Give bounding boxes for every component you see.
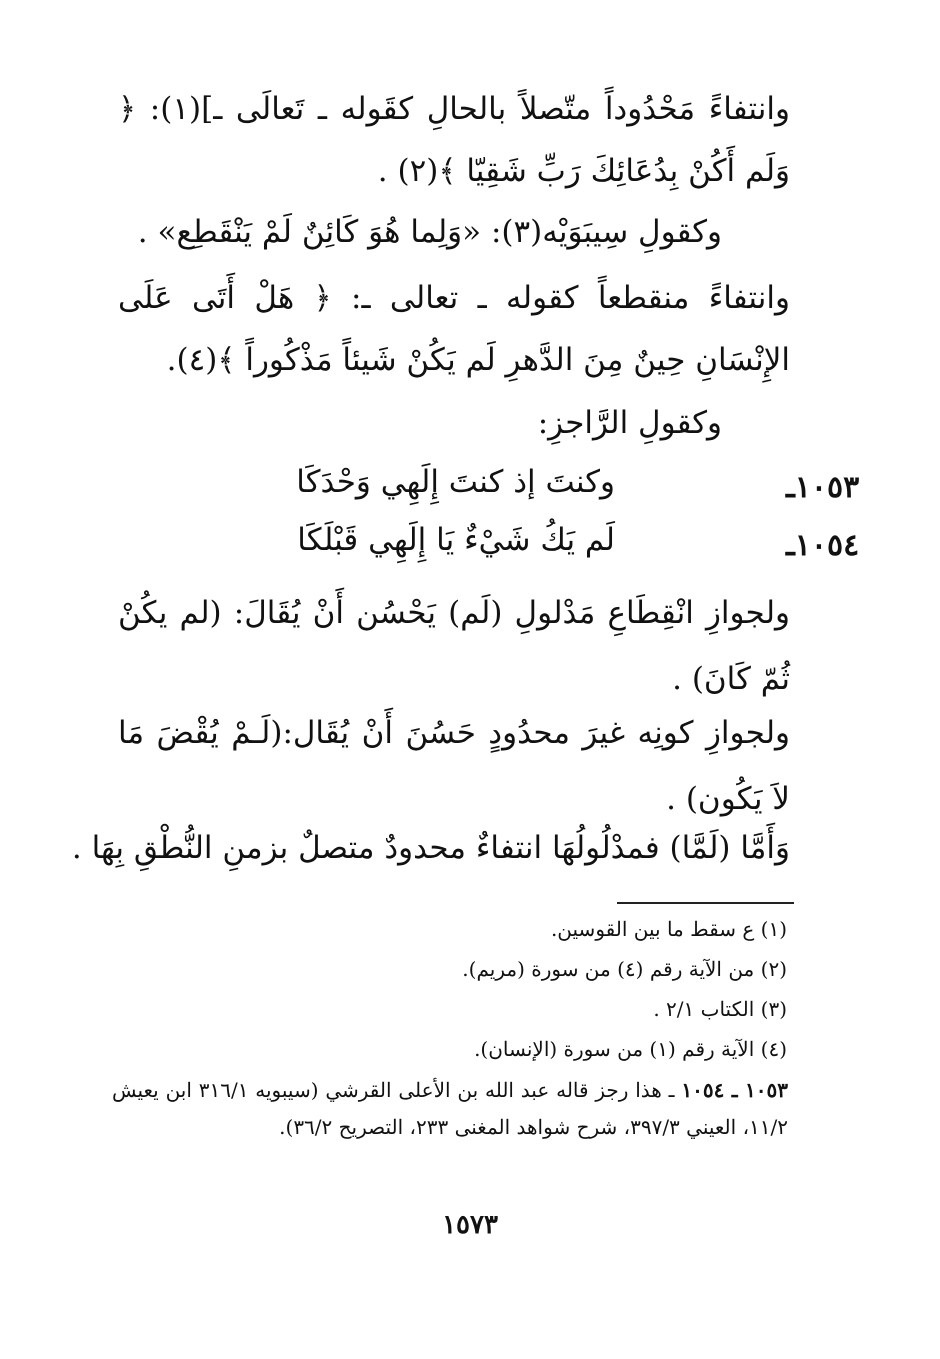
verse-line: لَم يَكُ شَيْءٌ يَا إِلَهِي قَبْلَكَا — [297, 522, 615, 558]
paragraph-1: وانتفاءً مَحْدُوداً متّصلاً بالحالِ كقَوله ـ تَعالَى ـ](١): ﴿ وَلَم أَكُنْ بِدُعَائِكَ رَبِّ شَقِيّا ﴾(٢) . — [118, 91, 790, 189]
footnote-verse-text: ـ هذا رجز قاله عبد الله بن الأعلى القرشي (سيبويه ٣١٦/١ ابن يعيش ١١/٢، العيني ٣٩٧/٣، شرح شواهد المغنى ٢٣٣، التصريح ٣٦/٢). — [112, 1078, 788, 1139]
verse-number: ١٠٥٤ـ — [786, 528, 860, 563]
paragraph-6: ولجوازِ كونِه غيرَ محدُودٍ حَسُنَ أَنْ يُقَال:(لَـمْ يُقْضَ مَا لاَ يَكُون) . — [118, 715, 790, 817]
footnote: (٤) الآية رقم (١) من سورة (الإنسان). — [474, 1037, 787, 1061]
footnote: (١) ع سقط ما بين القوسين. — [550, 917, 787, 941]
footnote: (٢) من الآية رقم (٤) من سورة (مريم). — [462, 957, 787, 981]
footnote-divider — [617, 902, 794, 904]
footnote-verse-ref: ١٠٥٣ ـ ١٠٥٤ — [681, 1078, 789, 1102]
footnote: (٣) الكتاب ٢/١ . — [653, 997, 787, 1021]
paragraph-7: وَأَمَّا (لَمَّا) فمدْلُولُهَا انتفاءٌ محدودٌ متصلٌ بزمنِ النُّطْقِ بِهَا . — [71, 830, 790, 866]
paragraph-4: وكقولِ الرَّاجزِ: — [537, 405, 722, 441]
paragraph-5: ولجوازِ انْقِطَاعِ مَدْلولِ (لَم) يَحْسُن أَنْ يُقَالَ: (لم يكُنْ ثُمّ كَانَ) . — [118, 595, 790, 697]
paragraph-2: وكقولِ سِيبَوَيْه(٣): «وَلِما هُوَ كَائِنٌ لَمْ يَنْقَطِع» . — [137, 214, 722, 250]
page-number: ١٥٧٣ — [442, 1210, 498, 1240]
verse-line: وكنتَ إذ كنتَ إِلَهِي وَحْدَكَا — [296, 464, 615, 500]
footnote-verse-source — [112, 1072, 788, 1146]
paragraph-3: وانتفاءً منقطعاً كقوله ـ تعالى ـ: ﴿ هَلْ أَتَى عَلَى الإِنْسَانِ حِينٌ مِنَ الدَّهرِ لَم يَكُنْ شَيئاً مَذْكُوراً ﴾(٤). — [118, 280, 790, 378]
verse-number: ١٠٥٣ـ — [786, 470, 860, 505]
